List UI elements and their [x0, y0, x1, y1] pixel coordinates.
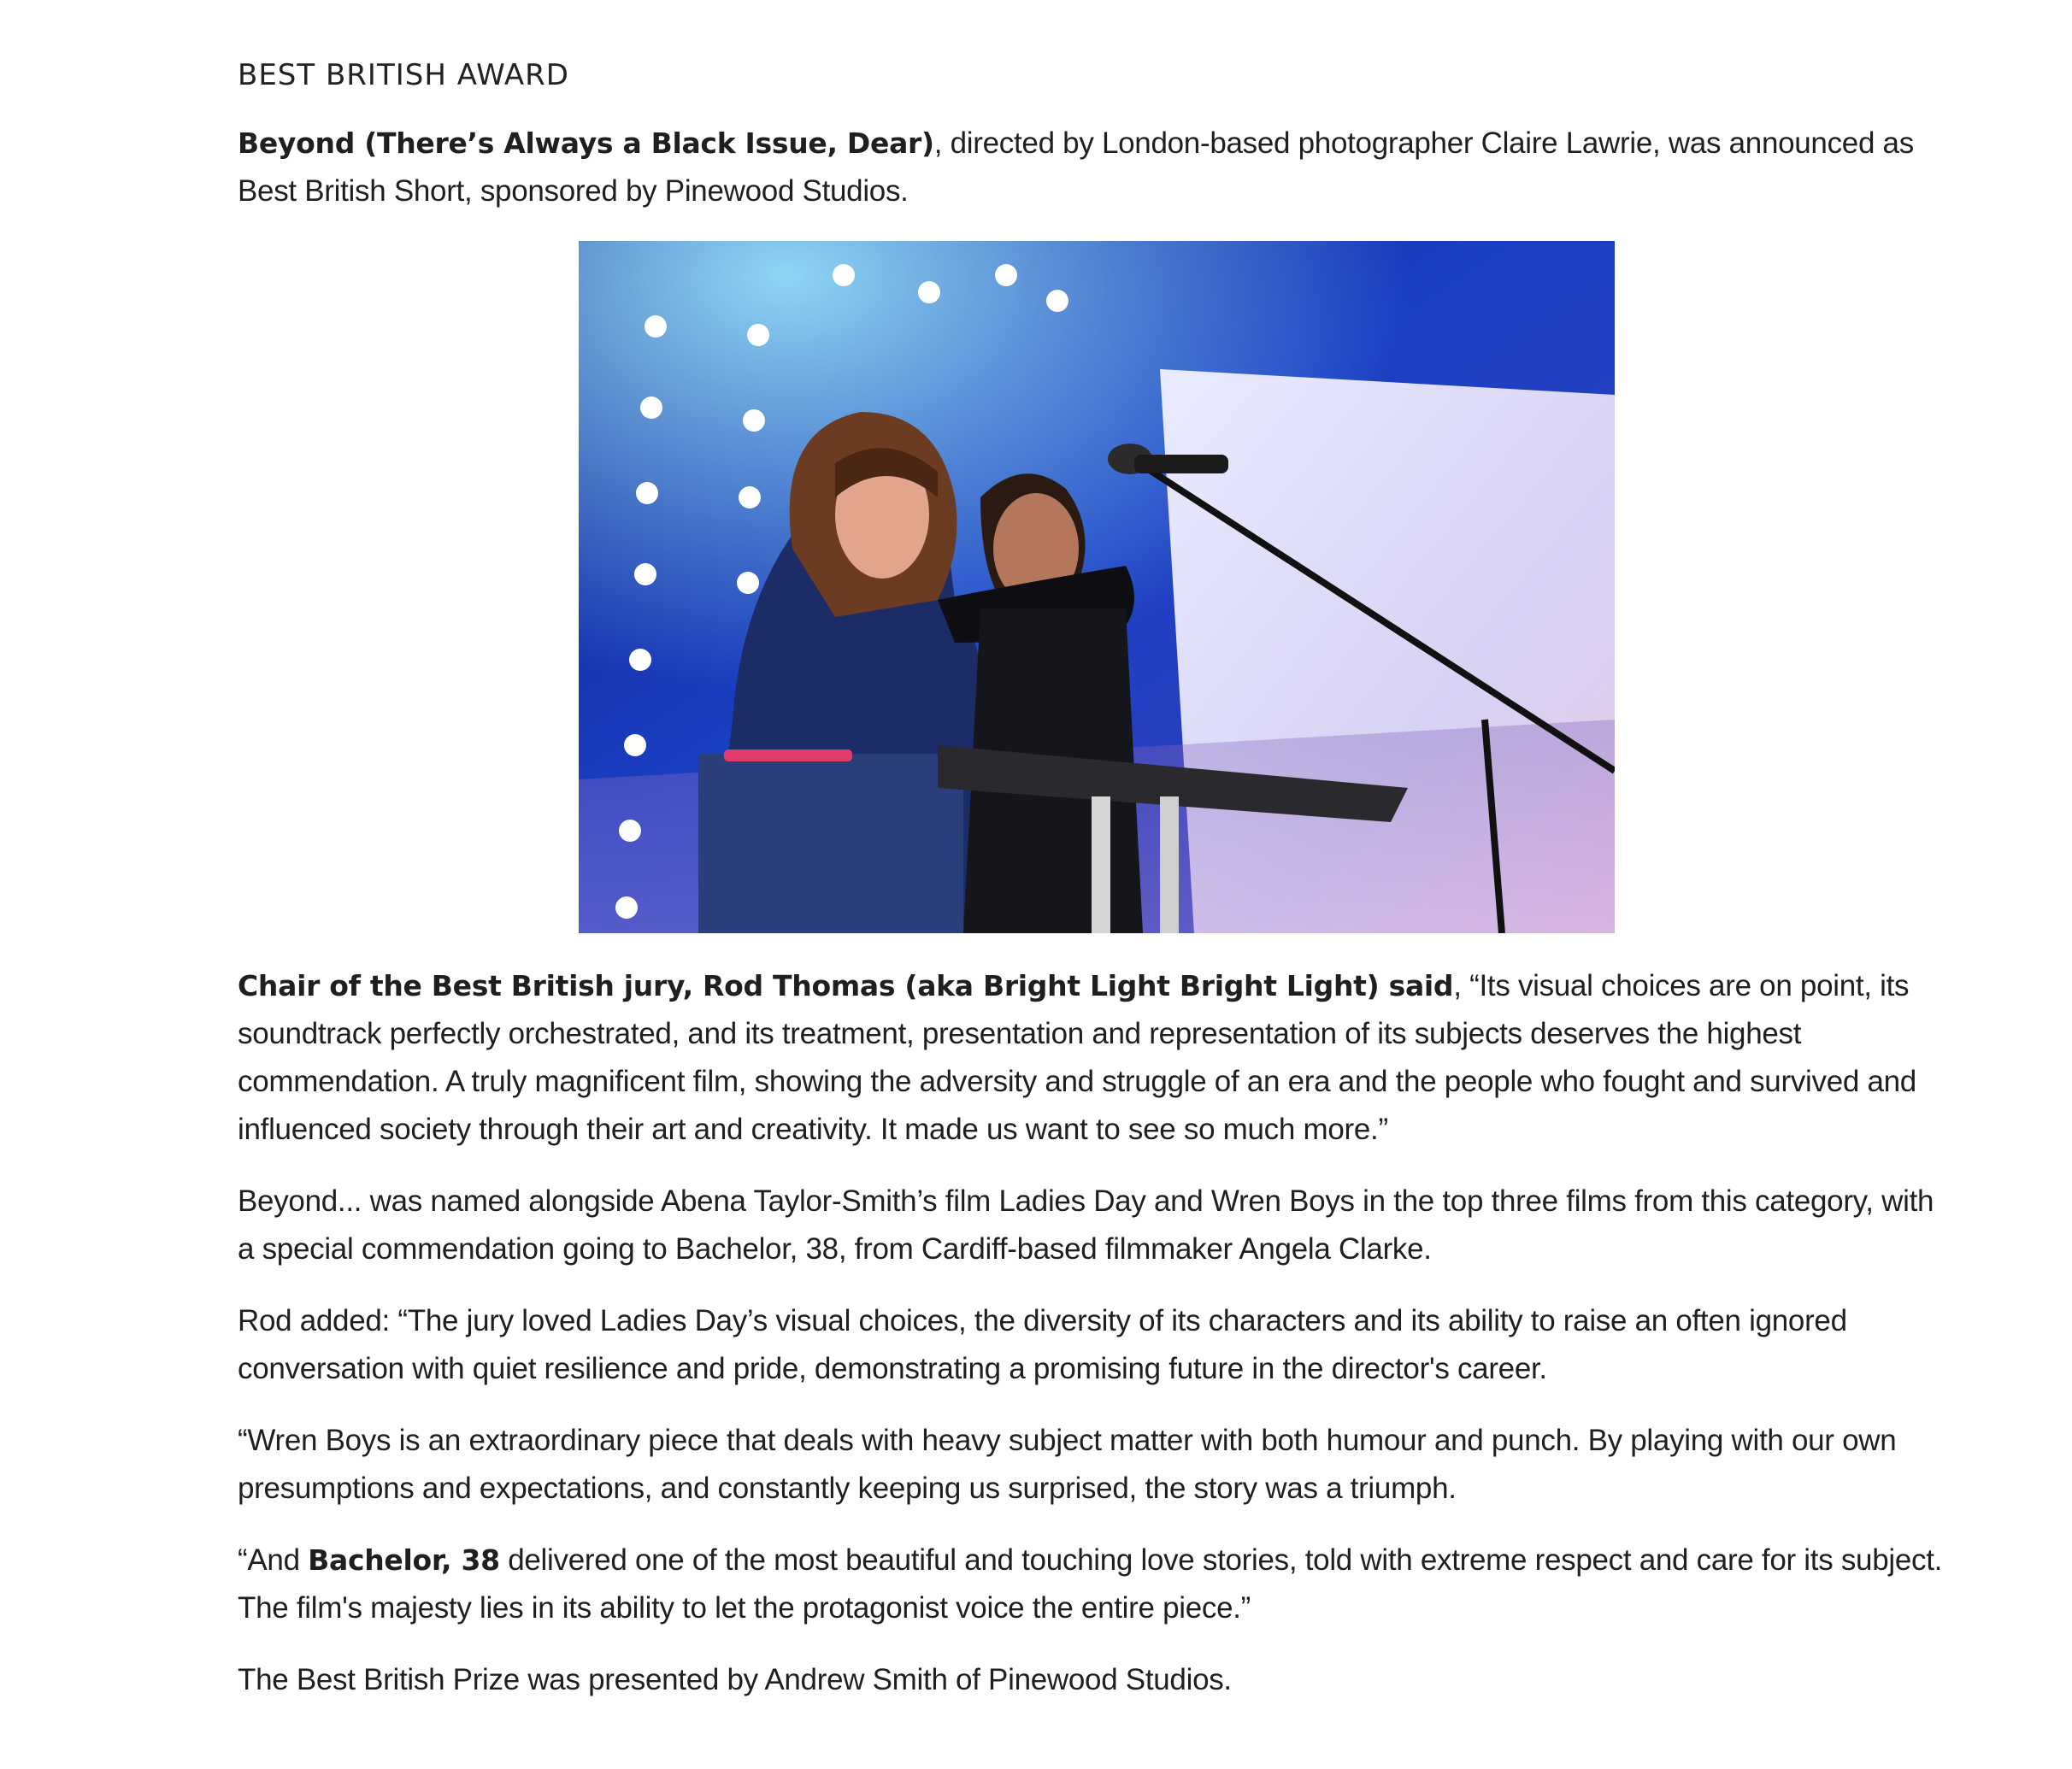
article-body	[238, 51, 1956, 1728]
paragraph-intro-text: , directed by London-based photographer Claire Lawrie, was announced as Best British Short, sponsored by Pinewood Studios.	[238, 126, 1914, 208]
film-title-beyond: Beyond (There’s Always a Black Issue, Dear)	[238, 126, 934, 160]
paragraph-intro	[238, 120, 1956, 215]
photo-container	[238, 241, 1956, 933]
film-title-bachelor: Bachelor, 38	[308, 1543, 500, 1577]
paragraph-wren-boys: “Wren Boys is an extraordinary piece that deals with heavy subject matter with both humour and punch. By playing with our own presumptions and expectations, and constantly keeping us surprised, the story was a triumph.	[238, 1424, 1897, 1505]
paragraph-prize-presented: The Best British Prize was presented by Andrew Smith of Pinewood Studios.	[238, 1663, 1232, 1696]
section-heading: BEST BRITISH AWARD	[238, 58, 569, 92]
paragraph-jury-quote	[238, 962, 1956, 1154]
paragraph-bachelor-pre: “And	[238, 1543, 309, 1577]
jury-chair-attribution: Chair of the Best British jury, Rod Thomas (aka Bright Light Bright Light) said	[238, 969, 1454, 1002]
paragraph-bachelor-text: delivered one of the most beautiful and touching love stories, told with extreme respect and care for its subject. The film's majesty lies in its ability to let the protagonist voice the entire piece.”	[238, 1543, 1943, 1625]
paragraph-top-three: Beyond... was named alongside Abena Taylor-Smith’s film Ladies Day and Wren Boys in the top three films from this category, with a special commendation going to Bachelor, 38, from Cardiff-based filmmaker Angela Clarke.	[238, 1184, 1934, 1266]
paragraph-jury-quote-text: , “Its visual choices are on point, its soundtrack perfectly orchestrated, and its treatment, presentation and representation of its subjects deserves the highest commendation. A truly magnificent film, showing the adversity and struggle of an era and the people who fought and survived and influenced society through their art and creativity. It made us want to see so much more.”	[238, 969, 1916, 1146]
paragraph-bachelor	[238, 1537, 1956, 1632]
paragraph-rod-added: Rod added: “The jury loved Ladies Day’s visual choices, the diversity of its characters and its ability to raise an often ignored conversation with quiet resilience and pride, demonstrating a promising future in the director's career.	[238, 1304, 1847, 1385]
award-ceremony-photo	[579, 241, 1615, 933]
